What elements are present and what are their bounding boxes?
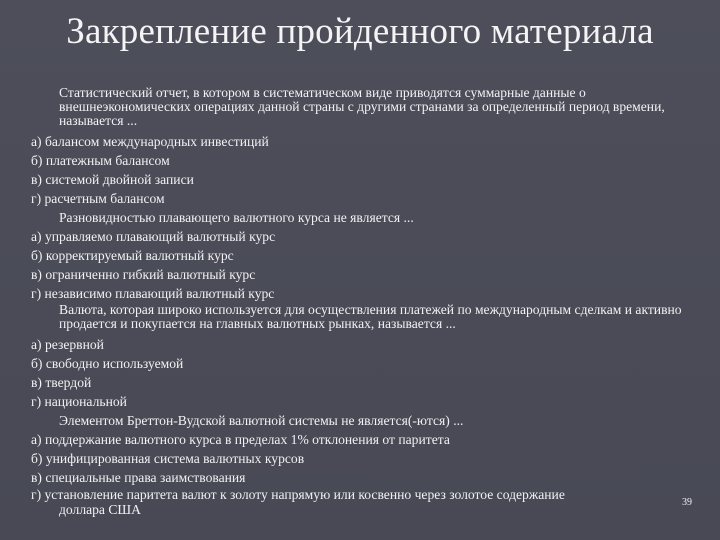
answer-option <box>31 487 699 517</box>
answer-option: б) свободно используемой <box>31 356 184 371</box>
question-text: Разновидностью плавающего валютного курса не является ... <box>59 210 414 225</box>
answer-option: в) специальные права заимствования <box>31 470 246 485</box>
answer-option-continuation: доллара США <box>59 502 141 517</box>
answer-option: б) корректируемый валютный курс <box>31 248 234 263</box>
answer-option: г) национальной <box>31 394 127 409</box>
slide-number: 39 <box>682 497 692 508</box>
answer-option: б) унифицированная система валютных курсов <box>31 451 305 466</box>
answer-option: а) балансом международных инвестиций <box>31 134 269 149</box>
slide-content <box>31 86 699 517</box>
answer-option: в) системой двойной записи <box>31 172 194 187</box>
answer-option: а) поддержание валютного курса в пределах 1% отклонения от паритета <box>31 432 450 447</box>
answer-option: в) твердой <box>31 375 92 390</box>
question-block-2 <box>31 208 699 303</box>
question-block-3 <box>31 303 699 411</box>
question-block-1 <box>31 86 699 208</box>
answer-option: в) ограниченно гибкий валютный курс <box>31 267 256 282</box>
slide-title: Закрепление пройденного материала <box>66 11 654 52</box>
question-block-4 <box>31 411 699 517</box>
question-text: Статистический отчет, в котором в систематическом виде приводятся суммарные данные о внешнеэкономических операциях данной страны с другими странами за определенный период времени, называется ... <box>59 85 665 128</box>
answer-option: б) платежным балансом <box>31 153 170 168</box>
answer-option-line: г) установление паритета валют к золоту напрямую или косвенно через золотое содержание <box>31 487 565 502</box>
answer-option: г) независимо плавающий валютный курс <box>31 286 275 301</box>
question-text: Элементом Бреттон-Вудской валютной системы не является(-ются) ... <box>59 413 464 428</box>
answer-option: а) резервной <box>31 337 104 352</box>
answer-option: а) управляемо плавающий валютный курс <box>31 229 276 244</box>
answer-option: г) расчетным балансом <box>31 191 165 206</box>
question-text: Валюта, которая широко используется для осуществления платежей по международным сделкам и активно продается и покупается на главных валютных рынках, называется ... <box>59 302 682 331</box>
